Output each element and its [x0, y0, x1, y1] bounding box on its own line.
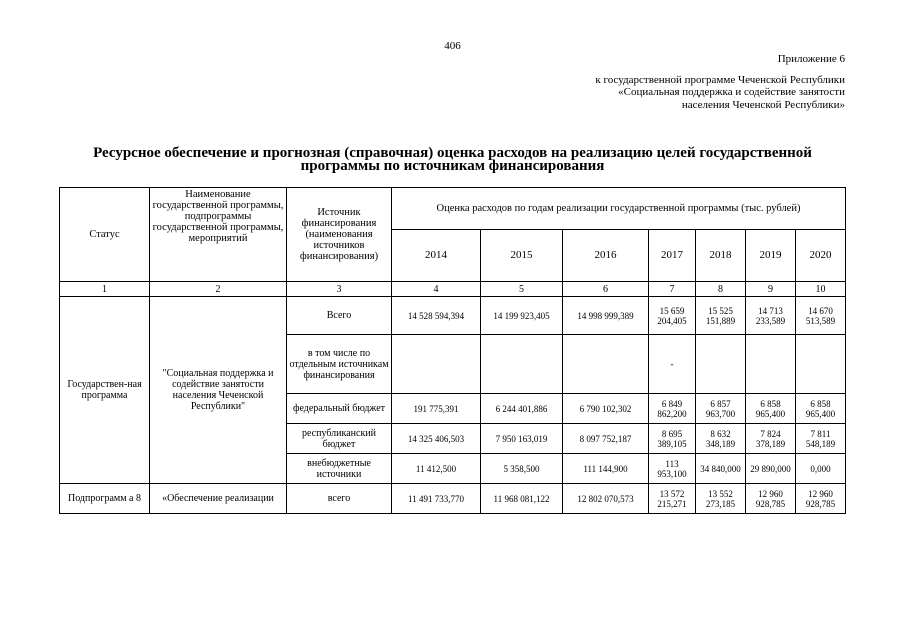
value-cell: 6 244 401,886: [481, 394, 563, 424]
value-cell: 12 802 070,573: [563, 484, 649, 514]
column-index: 8: [696, 282, 746, 297]
column-index: 10: [796, 282, 846, 297]
header-name: Наименование государственной программы, подпрограммы государственной программы, мероприятий: [150, 188, 287, 282]
column-index: 6: [563, 282, 649, 297]
value-cell: 34 840,000: [696, 454, 746, 484]
year-header: 2019: [746, 230, 796, 282]
value-cell: 13 572 215,271: [649, 484, 696, 514]
appendix-line: населения Чеченской Республики»: [681, 98, 845, 111]
value-cell: [796, 335, 846, 394]
column-index: 9: [746, 282, 796, 297]
year-header: 2018: [696, 230, 746, 282]
year-header: 2015: [481, 230, 563, 282]
program-row-total: [60, 297, 846, 335]
column-index: 1: [60, 282, 150, 297]
year-header: 2014: [392, 230, 481, 282]
value-cell: 14 713 233,589: [746, 297, 796, 335]
value-cell: 14 528 594,394: [392, 297, 481, 335]
value-cell: [392, 335, 481, 394]
value-cell: 15 659 204,405: [649, 297, 696, 335]
value-cell: 0,000: [796, 454, 846, 484]
value-cell: [696, 335, 746, 394]
value-cell: 191 775,391: [392, 394, 481, 424]
value-cell: 14 670 513,589: [796, 297, 846, 335]
source-label: Всего: [287, 297, 392, 335]
value-cell: 6 858 965,400: [746, 394, 796, 424]
value-cell: 11 412,500: [392, 454, 481, 484]
value-cell: 11 968 081,122: [481, 484, 563, 514]
resource-table: [59, 187, 846, 514]
value-cell: 14 998 999,389: [563, 297, 649, 335]
value-cell: 6 857 963,700: [696, 394, 746, 424]
column-index-row: [60, 282, 846, 297]
source-label: республиканский бюджет: [287, 424, 392, 454]
value-cell: 11 491 733,770: [392, 484, 481, 514]
program-name: "Социальная поддержка и содействие занятости населения Чеченской Республики": [150, 297, 287, 484]
value-cell: 7 950 163,019: [481, 424, 563, 454]
value-cell: [481, 335, 563, 394]
value-cell: 29 890,000: [746, 454, 796, 484]
value-cell: [746, 335, 796, 394]
header-row: [60, 188, 846, 230]
source-label: в том числе по отдельным источникам финансирования: [287, 335, 392, 394]
appendix-block: [595, 53, 845, 111]
appendix-line: «Социальная поддержка и содействие занятости: [618, 86, 845, 98]
value-cell: 12 960 928,785: [746, 484, 796, 514]
value-cell: 12 960 928,785: [796, 484, 846, 514]
column-index: 7: [649, 282, 696, 297]
source-label: федеральный бюджет: [287, 394, 392, 424]
year-header: 2020: [796, 230, 846, 282]
year-header: 2016: [563, 230, 649, 282]
appendix-line: к государственной программе Чеченской Республики: [595, 73, 845, 86]
value-cell: 113 953,100: [649, 454, 696, 484]
value-cell: 7 811 548,189: [796, 424, 846, 454]
column-index: 2: [150, 282, 287, 297]
header-status: Статус: [60, 188, 150, 282]
subprogram-name: «Обеспечение реализации: [150, 484, 287, 514]
column-index: 5: [481, 282, 563, 297]
source-label: внебюджетные источники: [287, 454, 392, 484]
value-cell: 6 849 862,200: [649, 394, 696, 424]
value-cell: 5 358,500: [481, 454, 563, 484]
source-label: всего: [287, 484, 392, 514]
column-index: 3: [287, 282, 392, 297]
value-cell: 111 144,900: [563, 454, 649, 484]
subprogram-status: Подпрограмм а 8: [60, 484, 150, 514]
value-cell: 8 632 348,189: [696, 424, 746, 454]
subprogram-row-total: [60, 484, 846, 514]
value-cell: 8 097 752,187: [563, 424, 649, 454]
value-cell: 13 552 273,185: [696, 484, 746, 514]
appendix-title: Приложение 6: [777, 53, 845, 65]
value-cell: 14 199 923,405: [481, 297, 563, 335]
header-source: Источник финансирования (наименования источников финансирования): [287, 188, 392, 282]
value-cell: 15 525 151,889: [696, 297, 746, 335]
column-index: 4: [392, 282, 481, 297]
page-number: 406: [444, 40, 461, 52]
document-title: Ресурсное обеспечение и прогнозная (справочная) оценка расходов на реализацию целей государственной программы по источникам финансирования: [93, 145, 812, 174]
value-cell: 6 858 965,400: [796, 394, 846, 424]
value-cell: 14 325 406,503: [392, 424, 481, 454]
header-estimate: Оценка расходов по годам реализации государственной программы (тыс. рублей): [392, 188, 846, 230]
value-cell: 8 695 389,105: [649, 424, 696, 454]
value-cell: [563, 335, 649, 394]
value-cell: 7 824 378,189: [746, 424, 796, 454]
year-header: 2017: [649, 230, 696, 282]
value-cell: 6 790 102,302: [563, 394, 649, 424]
program-status: Государствен-ная программа: [60, 297, 150, 484]
value-cell: -: [649, 335, 696, 394]
